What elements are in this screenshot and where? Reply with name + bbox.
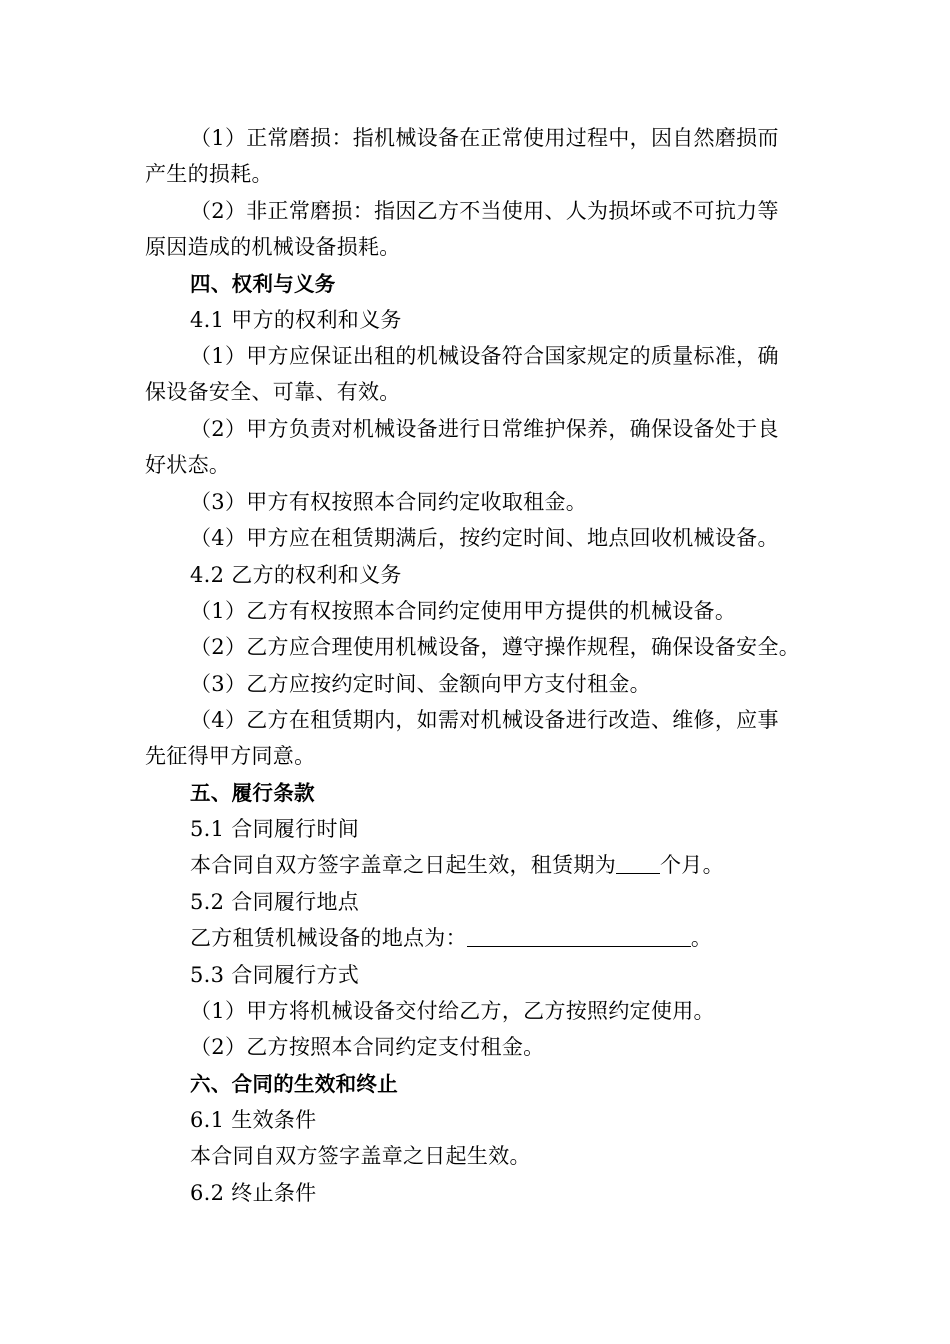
clause-4-1-item-1-line-1: （1）甲方应保证出租的机械设备符合国家规定的质量标准，确	[190, 344, 779, 368]
wear-abnormal-line-2: 原因造成的机械设备损耗。	[145, 235, 401, 259]
clause-heading-4-2: 4.2 乙方的权利和义务	[190, 563, 402, 587]
clause-4-2-item-4-line-2: 先征得甲方同意。	[145, 744, 316, 768]
section-heading-effect-termination: 六、合同的生效和终止	[190, 1072, 398, 1096]
lease-location-line	[190, 920, 950, 956]
clause-4-2-item-1: （1）乙方有权按照本合同约定使用甲方提供的机械设备。	[190, 599, 737, 623]
wear-normal-line-1: （1）正常磨损：指机械设备在正常使用过程中，因自然磨损而	[190, 126, 779, 150]
wear-normal-line-2: 产生的损耗。	[145, 162, 273, 186]
lease-term-text-before: 本合同自双方签字盖章之日起生效，租赁期为	[190, 853, 616, 877]
clause-4-1-item-2-line-2: 好状态。	[145, 453, 231, 477]
section-heading-rights-obligations: 四、权利与义务	[190, 272, 336, 296]
clause-4-1-item-3: （3）甲方有权按照本合同约定收取租金。	[190, 490, 588, 514]
clause-heading-6-1: 6.1 生效条件	[190, 1108, 317, 1132]
clause-4-2-item-4-line-1: （4）乙方在租赁期内，如需对机械设备进行改造、维修，应事	[190, 708, 779, 732]
clause-4-2-item-2: （2）乙方应合理使用机械设备，遵守操作规程，确保设备安全。	[190, 635, 801, 659]
lease-term-text-after: 个月。	[660, 853, 724, 877]
clause-4-1-item-1-line-2: 保设备安全、可靠、有效。	[145, 380, 401, 404]
clause-heading-5-1: 5.1 合同履行时间	[190, 817, 360, 841]
clause-heading-5-2: 5.2 合同履行地点	[190, 890, 360, 914]
clause-4-2-item-3: （3）乙方应按约定时间、金额向甲方支付租金。	[190, 672, 651, 696]
clause-heading-6-2: 6.2 终止条件	[190, 1181, 317, 1205]
lease-term-line	[190, 847, 950, 883]
lease-location-text-before: 乙方租赁机械设备的地点为：	[190, 926, 467, 950]
clause-6-1-body: 本合同自双方签字盖章之日起生效。	[190, 1144, 531, 1168]
wear-abnormal-line-1: （2）非正常磨损：指因乙方不当使用、人为损坏或不可抗力等	[190, 199, 779, 223]
lease-location-text-after: 。	[690, 926, 713, 950]
clause-4-1-item-2-line-1: （2）甲方负责对机械设备进行日常维护保养，确保设备处于良	[190, 417, 779, 441]
clause-heading-4-1: 4.1 甲方的权利和义务	[190, 308, 402, 332]
clause-5-3-item-1: （1）甲方将机械设备交付给乙方，乙方按照约定使用。	[190, 999, 715, 1023]
lease-term-months-blank[interactable]	[616, 851, 660, 874]
clause-5-3-item-2: （2）乙方按照本合同约定支付租金。	[190, 1035, 545, 1059]
clause-4-1-item-4: （4）甲方应在租赁期满后，按约定时间、地点回收机械设备。	[190, 526, 779, 550]
lease-location-blank[interactable]	[467, 924, 691, 947]
clause-heading-5-3: 5.3 合同履行方式	[190, 963, 360, 987]
section-heading-performance: 五、履行条款	[190, 781, 315, 805]
